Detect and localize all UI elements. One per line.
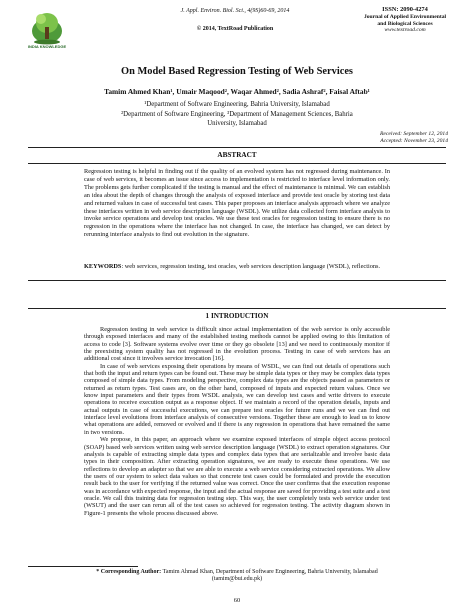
publisher-logo-icon: [30, 9, 64, 45]
keywords-line: [84, 263, 390, 271]
abstract-heading-rule: [28, 163, 446, 164]
affiliation-1: ¹Department of Software Engineering, Bahria University, Islamabad: [144, 101, 330, 108]
issn: ISSN: 2090-4274: [382, 6, 428, 13]
accepted-date: Accepted: November 23, 2014: [380, 138, 448, 144]
submission-dates: [330, 131, 448, 145]
copyright-line: © 2014, TextRoad Publication: [196, 26, 274, 32]
keywords-text: : web services, regression testing, test oracles, web services description language (WSDL), reflections.: [121, 263, 381, 270]
abstract-top-rule: [28, 147, 446, 148]
publisher-logo-text: INDIA KNOWLEDGE: [27, 44, 67, 49]
received-date: Received: September 12, 2014: [379, 131, 448, 137]
journal-website: www.textroad.com: [384, 27, 426, 34]
journal-citation-block: [150, 7, 320, 34]
intro-paragraph-1: Regression testing in web service is difficult since actual implementation of the web service is only accessible through exposed interfaces and many of the established testing methods cannot be applied owing to this limitation of access to code [3]. Software systems evolve over time or they go obsolete [13] and we need to continuously monitor if the preexisting system quality has not regressed in the evolution process. Testing in case of web services has an additional cost since it involves service invocation [16].: [84, 326, 390, 363]
corresponding-author-footnote: [28, 569, 446, 584]
abstract-text: Regression testing is helpful in finding out if the quality of an evolved system has not regressed during maintenance. In case of web services, it becomes an issue since access to implementation is restricted to interface level information only. The problems gets further complicated if the testing is manual and the effect of maintenance is minimal. We can establish an idea about the depth of changes through the analysis of exposed interface and provide test oracle by storing test data and returned values in case of successful test cases. This paper proposes an interface analysis approach where we analyze these interfaces written in web service description language (WSDL). We utilize data collected form interface analysis to invoke service operations and develop test oracles. We use these test oracles for regression testing to ensure there is no regression in the operations where the interface has not changed. In case, the interface has changed, we can detect by rerunning interface analysis to find out evolution in the signature.: [84, 168, 390, 239]
footnote-label: * Corresponding Author:: [96, 569, 162, 575]
abstract-heading: ABSTRACT: [217, 151, 257, 159]
author-list: Tamim Ahmed Khan¹, Umair Maqood², Waqar Ahmed², Sadia Ashraf², Faisal Aftab¹: [104, 87, 370, 96]
journal-identity-block: [350, 7, 460, 34]
introduction-heading: 1 INTRODUCTION: [205, 312, 269, 320]
journal-header: [0, 0, 474, 60]
journal-name-line-1: Journal of Applied Environmental: [363, 13, 447, 20]
footnote-email: (tamim@bui.edu.pk): [211, 576, 263, 583]
footnote-rule: [28, 566, 138, 567]
page-number: 60: [233, 597, 241, 604]
footnote-text: Tamim Ahmad Khan, Department of Software Engineering, Bahria University, Islamabad: [161, 569, 378, 575]
intro-paragraph-2: In case of web services exposing their operations by means of WSDL, we can find out details of operations such that both the input and return types can be found out. These may be simple data types or they may be complex data types composed of simple data types. From modeling perspective, complex data types are the objects passed as parameters or returned as return types. Test cases are, on the other hand, composed of inputs and expected return values. Once we know input parameters and their types from WSDL analysis, we can develop test cases and write drivers to execute operations to receive execution output as a response object. If we maintain a record of the operation details, inputs and actual outputs in case of successful executions, we can prepare test oracles for future runs and we we can find out interface level evolutions from interface analysis of consecutive versions. Together these are enough to lead us to know what operations are added, removed or evolved and if there is any regression in operations that have remained the same in two versions.: [84, 362, 390, 436]
introduction-body: [84, 326, 390, 517]
intro-paragraph-3: We propose, in this paper, an approach where we examine exposed interfaces of simple object access protocol (SOAP) based web services written using web service description language (WSDL) to extract operation signatures. Our analysis is capable of extracting simple data types and complex data types that are serializable and involve basic data types in their composition. After extracting operation signatures, we are ready to execute these operations. We use reflections to develop an adapter so that we are able to execute a web service considering extracted operations. We allow the users of our system to select data values so that concrete test cases could be formulated and provide the execution result back to the user for verifying if the returned value was correct. Once the user confirms that the execution response was in accordance with expected response, the input and the actual response are saved for providing a test suite and a test oracle. We call this training data for regression testing step. This way, the user completely tests web service under test (WSUT) and the user can rerun all of the test cases so achieved for regression testing. The activity diagram shown in Figure-1 presents the whole process discussed above.: [84, 436, 390, 517]
affiliation-2: ²Department of Software Engineering, ³Department of Management Sciences, Bahria University, Islamabad: [121, 111, 353, 127]
abstract-bottom-rule: [28, 280, 446, 281]
journal-reference: J. Appl. Environ. Biol. Sci., 4(9S)60-69, 2014: [180, 8, 290, 14]
keywords-label: KEYWORDS: [84, 263, 122, 270]
journal-name-line-2: and Biological Sciences: [377, 20, 433, 27]
paper-title: On Model Based Regression Testing of Web Services: [121, 66, 353, 77]
introduction-top-rule: [28, 308, 446, 309]
